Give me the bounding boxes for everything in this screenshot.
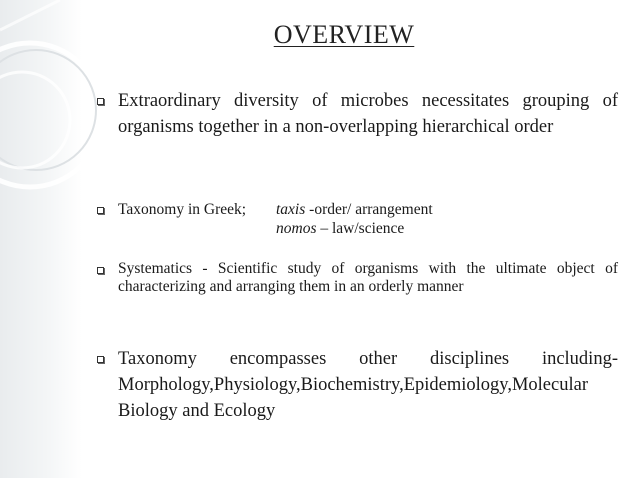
bullet-icon (97, 267, 104, 274)
bullet-2-text (118, 200, 433, 220)
bullet-3-text (118, 260, 618, 296)
bullet-icon (97, 98, 104, 105)
bullet-icon (97, 356, 104, 363)
bullet-1-text (118, 88, 618, 140)
bullet-4-text (118, 346, 618, 424)
bullet-2-second-line (276, 219, 404, 239)
bullet-4-line-3: Biology and Ecology (118, 401, 276, 421)
slide-title: OVERVIEW (273, 20, 415, 49)
bullet-2-def-nomos: – law/science (316, 220, 405, 237)
bullet-2-def-taxis: -order/ arrangement (305, 201, 433, 218)
bullet-3-line-2: characterizing and arranging them in an orderly manner (118, 278, 464, 295)
bullet-1-line-1: Extraordinary diversity of microbes necessitates grouping of (118, 91, 618, 111)
bullet-1-line-2: organisms together in a non-overlapping hierarchical order (118, 117, 554, 137)
bullet-4-line-1: Taxonomy encompasses other disciplines including- (118, 349, 618, 369)
bullet-3-line-1: Systematics - Scientific study of organisms with the ultimate object of (118, 260, 618, 277)
bullet-2-term-nomos: nomos (276, 220, 317, 237)
bullet-2-label: Taxonomy in Greek; (118, 201, 247, 218)
bullet-icon (97, 207, 104, 214)
decorative-rings (0, 0, 120, 478)
bullet-2-term-taxis: taxis (276, 201, 306, 218)
bullet-4-line-2: Morphology,Physiology,Biochemistry,Epidemiology,Molecular (118, 375, 588, 395)
